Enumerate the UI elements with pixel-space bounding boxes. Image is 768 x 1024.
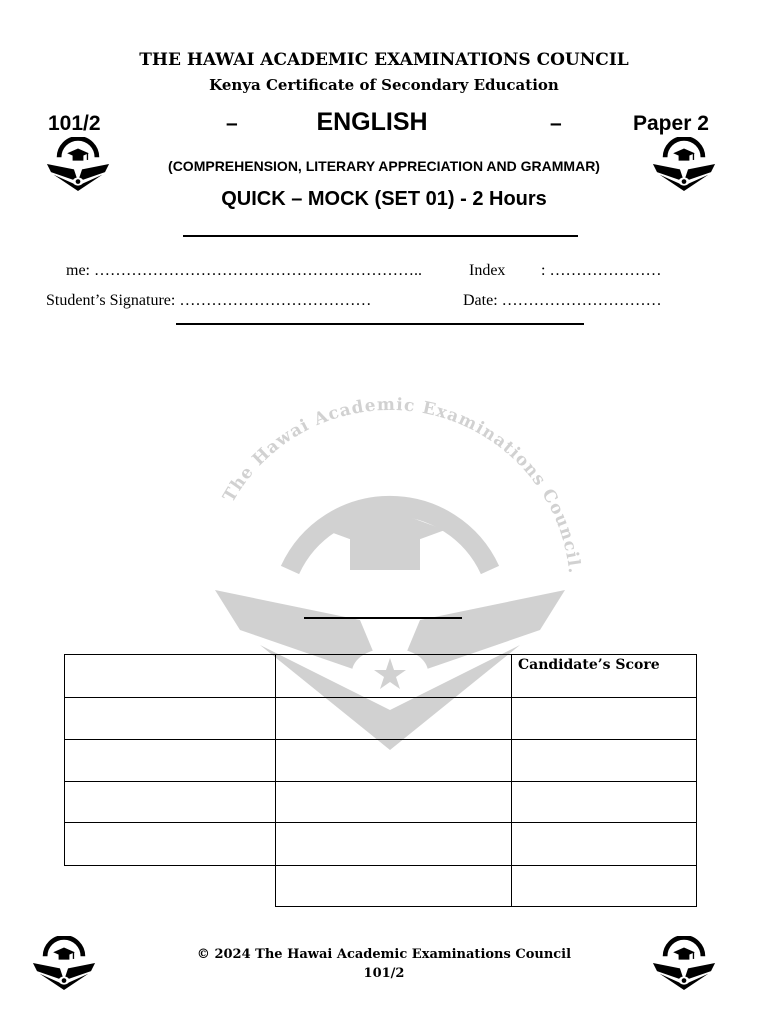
table-cell[interactable] — [512, 823, 697, 866]
table-row — [65, 698, 697, 740]
table-cell[interactable] — [276, 823, 512, 866]
certificate-name: Kenya Certificate of Secondary Education — [209, 76, 559, 94]
watermark-ring-text: The Hawai Academic Examinations Council. — [219, 394, 585, 576]
table-cell[interactable] — [65, 698, 276, 740]
subject-title: ENGLISH — [316, 108, 428, 136]
table-cell[interactable] — [512, 740, 697, 782]
table-cell — [276, 655, 512, 698]
table-row — [65, 866, 697, 907]
council-name: THE HAWAI ACADEMIC EXAMINATIONS COUNCIL — [139, 50, 629, 70]
paper-label: Paper 2 — [633, 112, 709, 135]
table-cell[interactable] — [512, 782, 697, 823]
table-cell[interactable] — [65, 782, 276, 823]
table-row — [65, 782, 697, 823]
table-cell[interactable] — [276, 782, 512, 823]
total-cell[interactable] — [276, 866, 512, 907]
table-cell — [65, 655, 276, 698]
footer-copyright: © 2024 The Hawai Academic Examinations Council — [196, 947, 572, 962]
divider-line — [183, 235, 578, 237]
table-cell[interactable] — [276, 740, 512, 782]
table-row — [65, 655, 697, 698]
council-logo-icon — [30, 936, 98, 990]
table-row — [65, 740, 697, 782]
short-divider-line — [304, 617, 462, 619]
date-field[interactable]: Date: ………………………… — [463, 292, 662, 309]
dash-right: – — [550, 112, 562, 135]
paper-subtitle: (COMPREHENSION, LITERARY APPRECIATION AND GRAMMAR) — [168, 158, 600, 174]
council-logo-icon — [650, 936, 718, 990]
table-cell[interactable] — [65, 740, 276, 782]
table-cell[interactable] — [512, 698, 697, 740]
signature-field[interactable]: Student’s Signature: ……………………………… — [46, 292, 372, 309]
score-table — [64, 654, 697, 907]
candidates-score-header: Candidate’s Score — [512, 655, 697, 698]
table-row — [65, 823, 697, 866]
exam-title: QUICK – MOCK (SET 01) - 2 Hours — [221, 188, 547, 210]
index-label: Index — [469, 262, 506, 279]
index-field[interactable]: : ………………… — [541, 262, 662, 279]
divider-line — [176, 323, 584, 325]
table-cell[interactable] — [65, 823, 276, 866]
dash-left: – — [226, 112, 238, 135]
table-cell[interactable] — [276, 698, 512, 740]
paper-code: 101/2 — [48, 112, 101, 135]
footer-code: 101/2 — [363, 966, 405, 981]
table-cell — [65, 866, 276, 907]
name-field[interactable]: me: …………………………………………………….. — [66, 262, 422, 279]
total-score-cell[interactable] — [512, 866, 697, 907]
